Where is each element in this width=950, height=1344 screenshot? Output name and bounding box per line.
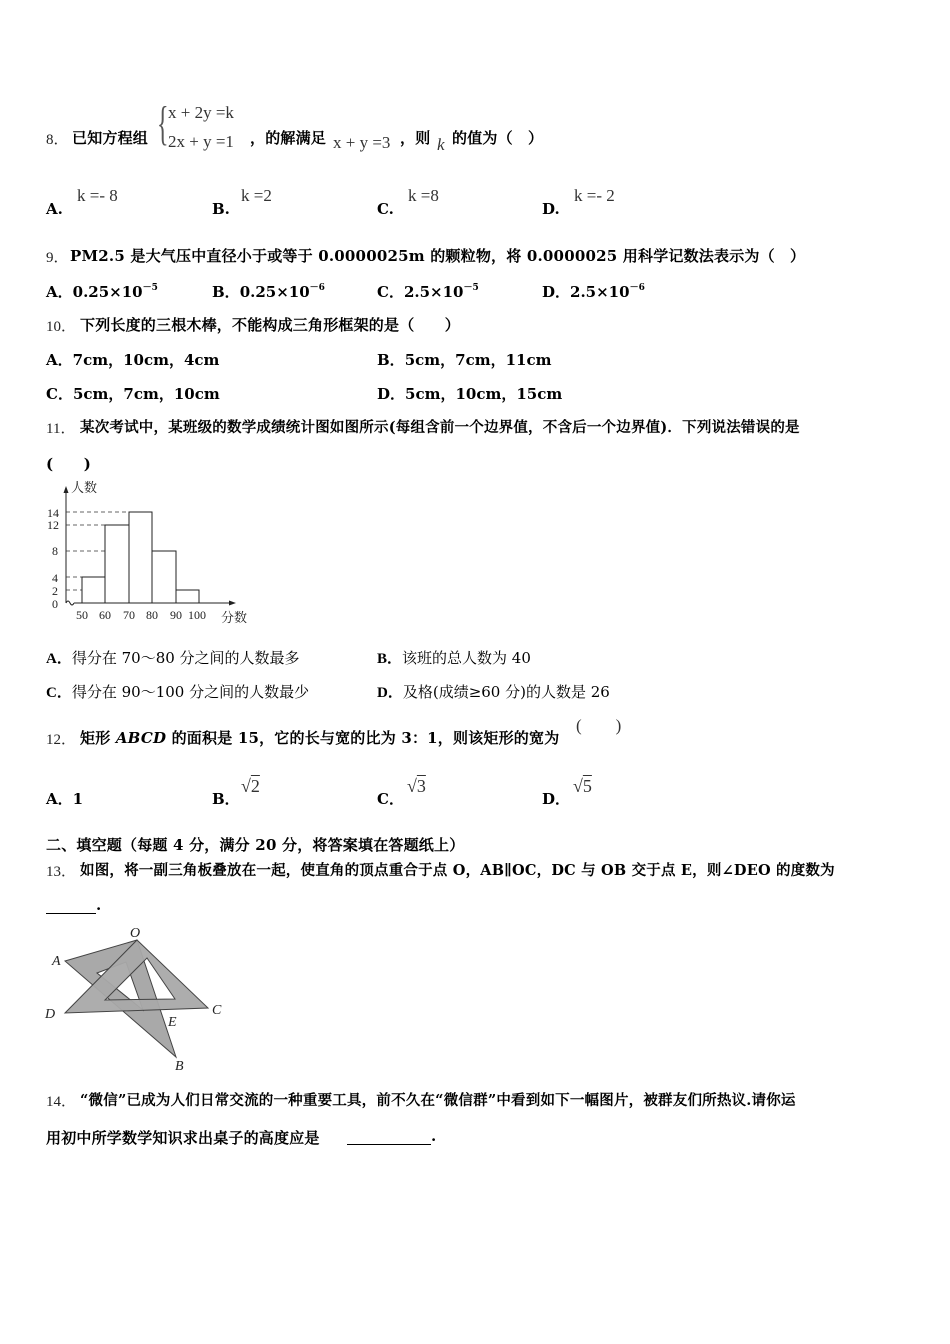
x-tick: 80 (146, 608, 158, 622)
option-a[interactable] (46, 647, 300, 668)
option-label: D． (377, 385, 406, 403)
system-brace: { (157, 97, 169, 150)
option-a[interactable] (46, 280, 158, 302)
y-tick: 4 (52, 571, 58, 585)
bar-90-100 (176, 590, 199, 603)
point-label-d: D (45, 1007, 56, 1022)
bar-80-90 (152, 551, 176, 603)
option-c[interactable] (377, 280, 479, 302)
option-exponent: －5 (142, 283, 158, 293)
option-d-label[interactable]: D. (542, 200, 560, 218)
option-value: 0.25×10 (72, 283, 143, 301)
point-label-b: B (175, 1059, 184, 1074)
radicand: 5 (582, 776, 592, 796)
option-label: A． (46, 283, 73, 301)
option-label: C． (377, 283, 404, 301)
y-axis-arrow-icon (64, 486, 69, 493)
y-tick: 12 (47, 518, 59, 532)
option-b-value (241, 776, 260, 797)
triangle-boards-figure (40, 920, 240, 1075)
option-exponent: －6 (309, 283, 325, 293)
radicand: 2 (250, 776, 260, 796)
x-axis-arrow-icon (229, 601, 236, 606)
option-value: 得分在 70～80 分之间的人数最多 (71, 649, 300, 667)
option-value: 0.25×10 (239, 283, 310, 301)
option-value: 7cm，10cm，4cm (72, 351, 220, 369)
option-c-label[interactable]: C. (377, 200, 394, 218)
sqrt-icon: √ (407, 776, 417, 796)
blank-line (46, 899, 96, 914)
option-value: 1 (72, 790, 84, 808)
answer-paren: ( ) (46, 455, 91, 473)
sqrt-icon: √ (573, 776, 583, 796)
option-a[interactable] (46, 788, 83, 809)
text-segment: 矩形 (80, 729, 116, 747)
question-number: 13． (46, 864, 77, 880)
option-value: 5cm，7cm，11cm (404, 351, 552, 369)
option-d[interactable] (377, 383, 562, 404)
option-value: 5cm，7cm，10cm (72, 385, 220, 403)
x-tick: 50 (76, 608, 88, 622)
bar-60-70 (105, 525, 129, 603)
option-b[interactable] (212, 280, 325, 302)
radicand: 3 (416, 776, 426, 796)
x-axis-label: 分数 (221, 610, 248, 625)
option-b-label[interactable]: B. (212, 200, 230, 218)
option-label: D． (542, 283, 571, 301)
answer-paren: ( ) (576, 716, 622, 735)
option-b-value: k =2 (241, 186, 272, 205)
option-label: B． (377, 351, 405, 369)
question-text: 的值为（ ） (452, 129, 544, 147)
option-b[interactable] (377, 647, 531, 668)
option-label: B． (212, 283, 240, 301)
question-text: ，则 (400, 129, 431, 147)
point-label-c: C (212, 1003, 222, 1018)
option-c[interactable] (46, 681, 309, 702)
option-label: A． (46, 651, 72, 667)
question-text: PM2.5 是大气压中直径小于或等于 0.0000025m 的颗粒物，将 0.0000025 用科学记数法表示为（ ） (70, 247, 806, 265)
option-exponent: －5 (463, 283, 479, 293)
y-tick: 14 (47, 506, 59, 520)
option-a-label[interactable]: A. (46, 200, 63, 218)
point-label-e: E (168, 1015, 177, 1030)
bar-70-80 (129, 512, 152, 603)
y-tick: 0 (52, 597, 58, 611)
question-number: 8． (46, 132, 69, 148)
answer-blank[interactable] (46, 896, 101, 914)
option-label: A． (46, 790, 73, 808)
x-tick: 60 (99, 608, 111, 622)
y-tick: 8 (52, 544, 58, 558)
section-title: 二、填空题（每题 4 分，满分 20 分，将答案填在答题纸上） (46, 836, 465, 854)
rectangle-name: ABCD (115, 729, 167, 747)
option-value: 2.5×10 (570, 283, 630, 301)
option-d[interactable] (542, 280, 645, 302)
sqrt-icon: √ (241, 776, 251, 796)
point-label-a: A (52, 954, 61, 969)
option-b[interactable] (377, 349, 551, 370)
question-text (80, 727, 559, 748)
condition-equation: x + y =3 (333, 133, 391, 152)
equation-2: 2x + y =1 (168, 132, 234, 151)
variable-k: k (437, 135, 445, 154)
option-value: 2.5×10 (403, 283, 464, 301)
x-tick: 90 (170, 608, 182, 622)
x-tick: 70 (123, 608, 135, 622)
question-number: 9． (46, 250, 69, 266)
option-value: 及格(成绩≥60 分)的人数是 26 (402, 683, 610, 701)
question-text: ，的解满足 (250, 129, 327, 147)
option-value: 得分在 90～100 分之间的人数最少 (71, 683, 310, 701)
option-value: 5cm，10cm，15cm (405, 385, 563, 403)
option-label: D． (377, 685, 403, 701)
x-tick: 100 (188, 608, 206, 622)
question-text: “微信”已成为人们日常交流的一种重要工具，前不久在“微信群”中看到如下一幅图片，被群友们所热议.请你运 (80, 1092, 796, 1109)
question-number: 10． (46, 319, 77, 335)
question-text: 某次考试中，某班级的数学成绩统计图如图所示(每组含前一个边界值，不含后一个边界值)．下列说法错误的是 (80, 419, 800, 436)
question-number: 11． (46, 421, 76, 437)
option-d-value: k =- 2 (574, 186, 615, 205)
option-c-value: k =8 (408, 186, 439, 205)
option-d-label[interactable]: D． (542, 790, 571, 808)
option-label: B． (377, 651, 403, 667)
question-text: 如图，将一副三角板叠放在一起，使直角的顶点重合于点 O，AB∥OC，DC 与 OB 交于点 E，则∠DEO 的度数为 (80, 862, 835, 879)
option-b-label[interactable]: B． (212, 790, 240, 808)
question-number: 12． (46, 732, 77, 748)
histogram-chart (40, 478, 260, 628)
y-axis-label: 人数 (71, 480, 98, 495)
option-a[interactable] (46, 349, 219, 370)
option-c-value (407, 776, 426, 797)
option-d-value (573, 776, 592, 797)
question-text: 已知方程组 (72, 129, 149, 147)
option-exponent: －6 (629, 283, 645, 293)
option-a-value: k =- 8 (77, 186, 118, 205)
text-segment: 的面积是 15，它的长与宽的比为 3：1，则该矩形的宽为 (166, 729, 560, 747)
equation-1: x + 2y =k (168, 103, 234, 122)
y-tick: 2 (52, 584, 58, 598)
option-c-label[interactable]: C． (377, 790, 404, 808)
option-label: C． (46, 385, 73, 403)
period: . (431, 1127, 437, 1145)
answer-blank[interactable] (347, 1127, 436, 1145)
option-c[interactable] (46, 383, 220, 404)
question-text: 下列长度的三根木棒，不能构成三角形框架的是（ ） (80, 316, 461, 334)
point-label-o: O (130, 926, 141, 941)
question-text-line2: 用初中所学数学知识求出桌子的高度应是 (46, 1129, 320, 1147)
question-number: 14． (46, 1094, 77, 1110)
option-value: 该班的总人数为 40 (402, 649, 531, 667)
option-d[interactable] (377, 681, 610, 702)
histogram-bars (82, 512, 199, 603)
bar-50-60 (82, 577, 105, 603)
blank-line (347, 1130, 431, 1145)
option-label: A． (46, 351, 73, 369)
option-label: C． (46, 685, 72, 701)
axis-break-icon (66, 601, 74, 605)
period: . (96, 896, 102, 914)
